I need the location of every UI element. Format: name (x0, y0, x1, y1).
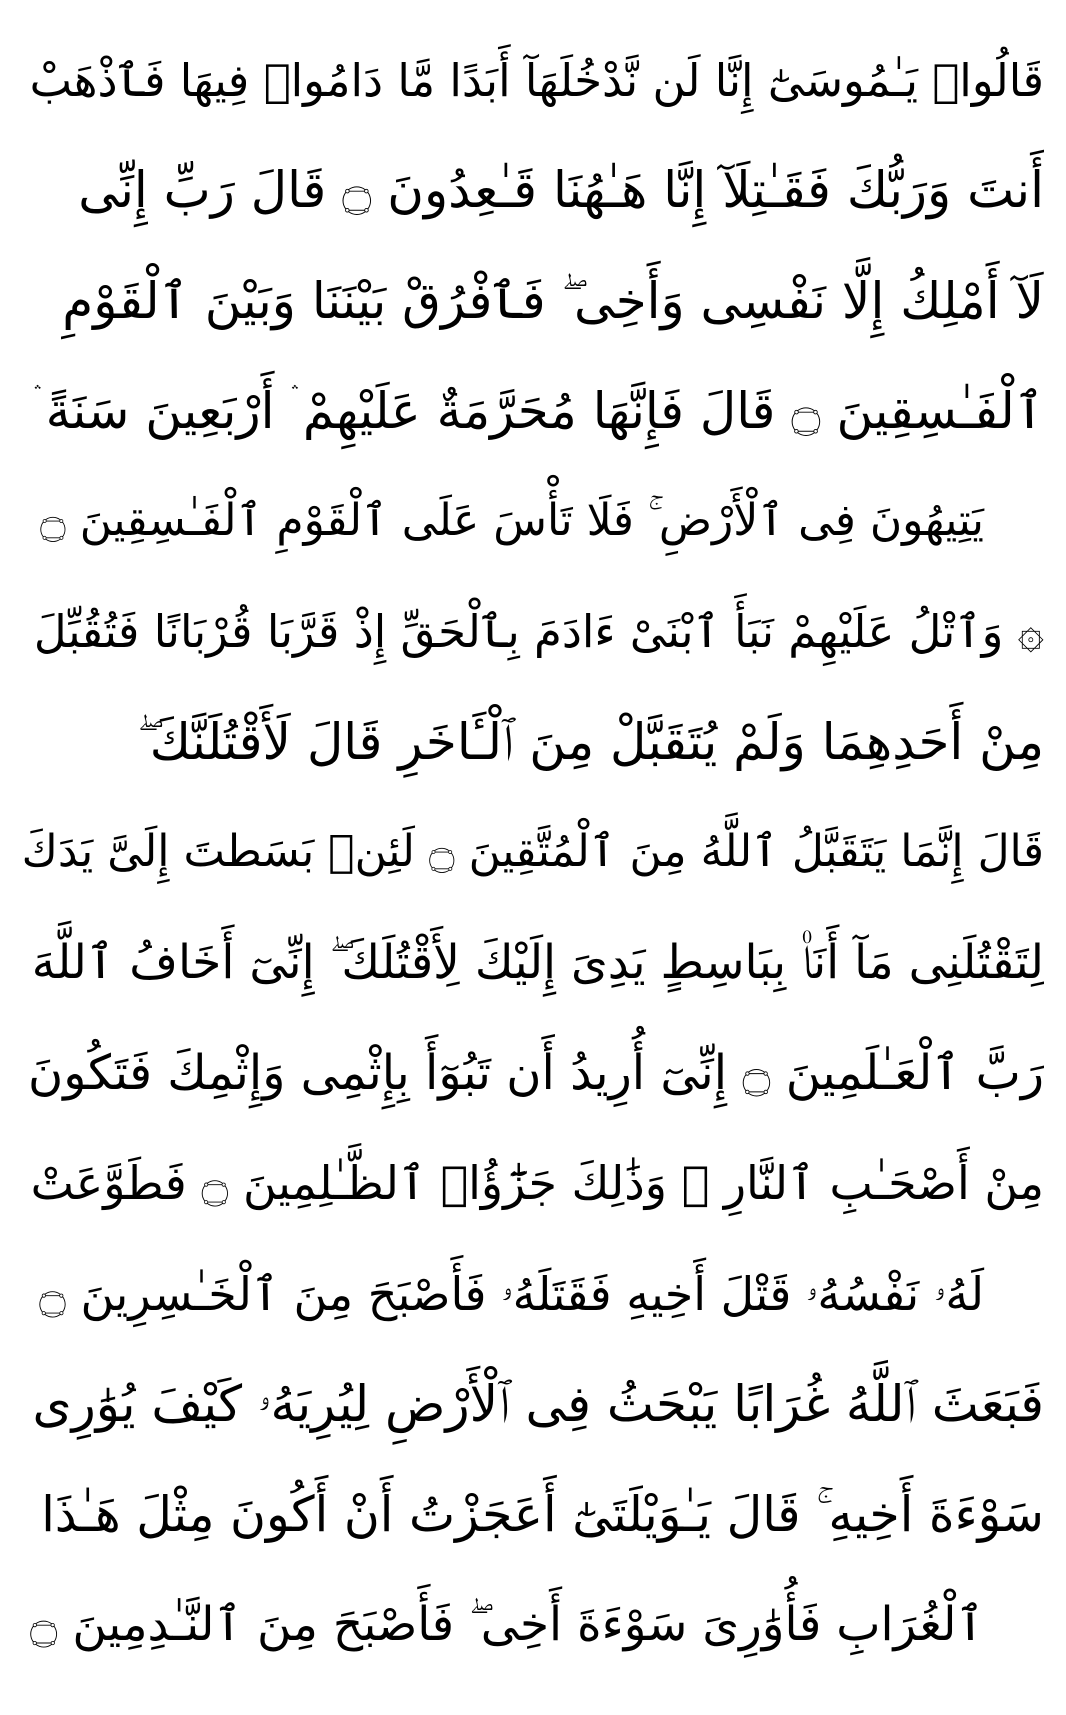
text-line-12 (22, 1244, 1044, 1344)
line-13-text: فَبَعَثَ ٱللَّهُ غُرَابًا يَبْحَثُ فِى ٱلْأَرْضِ لِيُرِيَهُۥ كَيْفَ يُوَٰرِى (32, 1375, 1044, 1434)
line-7-text: مِنْ أَحَدِهِمَا وَلَمْ يُتَقَبَّلْ مِنَ ٱلْـَٔاخَرِ قَالَ لَأَقْتُلَنَّكَ ۖ (137, 713, 1044, 772)
text-line-2 (22, 140, 1044, 240)
line-2-text: أَنتَ وَرَبُّكَ فَقَـٰتِلَآ إِنَّا هَـٰهُنَا قَـٰعِدُونَ ۝ قَالَ رَبِّ إِنِّى (78, 161, 1044, 220)
text-line-4 (22, 361, 1044, 461)
line-6-text: ۞ وَٱتْلُ عَلَيْهِمْ نَبَأَ ٱبْنَىْ ءَادَمَ بِٱلْحَقِّ إِذْ قَرَّبَا قُرْبَانًا فَتُقُبِّلَ (33, 605, 1044, 659)
text-line-5 (22, 471, 1044, 571)
text-line-1 (22, 30, 1044, 130)
line-4-text: ٱلْفَـٰسِقِينَ ۝ قَالَ فَإِنَّهَا مُحَرَّمَةٌ عَلَيْهِمْ ۛ أَرْبَعِينَ سَنَةً ۛ (33, 382, 1044, 441)
text-line-8 (22, 802, 1044, 902)
text-line-11 (22, 1133, 1044, 1233)
text-line-13 (22, 1354, 1044, 1454)
text-line-10 (22, 1023, 1044, 1123)
line-9-text: لِتَقْتُلَنِى مَآ أَنَا۠ بِبَاسِطٍ يَدِىَ إِلَيْكَ لِأَقْتُلَكَ ۖ إِنِّىٓ أَخَافُ ٱللَّهَ (31, 935, 1044, 991)
line-8-text: قَالَ إِنَّمَا يَتَقَبَّلُ ٱللَّهُ مِنَ ٱلْمُتَّقِينَ ۝ لَئِنۢ بَسَطتَ إِلَىَّ يَدَكَ (22, 826, 1044, 878)
line-12-text: لَهُۥ نَفْسُهُۥ قَتْلَ أَخِيهِ فَقَتَلَهُۥ فَأَصْبَحَ مِنَ ٱلْخَـٰسِرِينَ ۝ (38, 1266, 984, 1321)
line-11-text: مِنْ أَصْحَـٰبِ ٱلنَّارِ ۚ وَذَٰلِكَ جَزَٰٓؤُا۟ ٱلظَّـٰلِمِينَ ۝ فَطَوَّعَتْ (30, 1156, 1044, 1211)
text-line-14 (22, 1464, 1044, 1564)
line-15-text: ٱلْغُرَابِ فَأُوَٰرِىَ سَوْءَةَ أَخِى ۖ فَأَصْبَحَ مِنَ ٱلنَّـٰدِمِينَ ۝ (29, 1597, 984, 1653)
text-line-9 (22, 913, 1044, 1013)
line-5-text: يَتِيهُونَ فِى ٱلْأَرْضِ ۚ فَلَا تَأْسَ عَلَى ٱلْقَوْمِ ٱلْفَـٰسِقِينَ ۝ (39, 495, 984, 547)
verse-lines (22, 30, 1044, 1675)
line-3-text: لَآ أَمْلِكُ إِلَّا نَفْسِى وَأَخِى ۖ فَٱفْرُقْ بَيْنَنَا وَبَيْنَ ٱلْقَوْمِ (62, 271, 1044, 330)
line-14-text: سَوْءَةَ أَخِيهِ ۚ قَالَ يَـٰوَيْلَتَىٰٓ أَعَجَزْتُ أَنْ أَكُونَ مِثْلَ هَـٰذَا (41, 1485, 1044, 1543)
line-1-text: قَالُوا۟ يَـٰمُوسَىٰٓ إِنَّا لَن نَّدْخُلَهَآ أَبَدًا مَّا دَامُوا۟ فِيهَا فَٱذْهَبْ (29, 53, 1044, 107)
text-line-3 (22, 251, 1044, 351)
text-line-15 (22, 1575, 1044, 1675)
text-line-6 (22, 582, 1044, 682)
text-line-7 (22, 692, 1044, 792)
line-10-text: رَبَّ ٱلْعَـٰلَمِينَ ۝ إِنِّىٓ أُرِيدُ أَن تَبُوٓأَ بِإِثْمِى وَإِثْمِكَ فَتَكُونَ (28, 1045, 1044, 1102)
